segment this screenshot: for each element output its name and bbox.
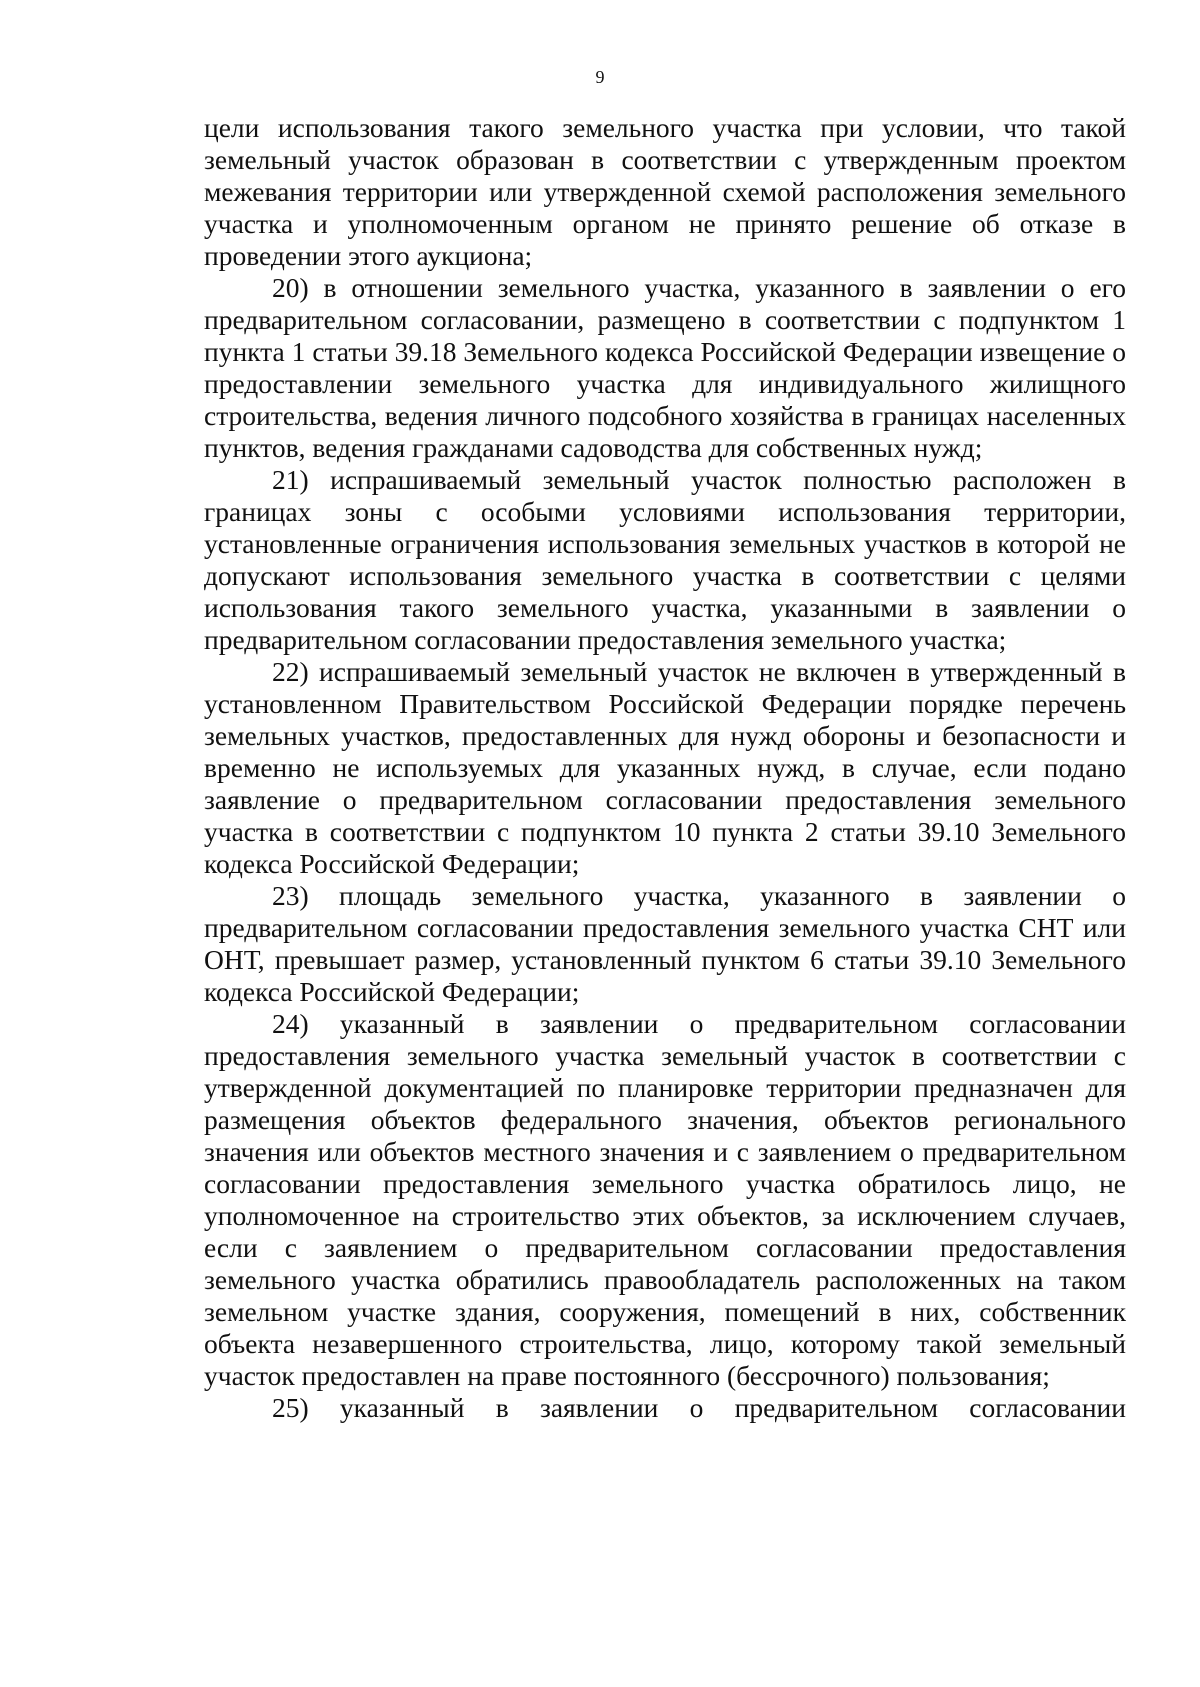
paragraph-25-start: 25) указанный в заявлении о предварительном согласовании [272, 1392, 1126, 1423]
paragraph-24: 24) указанный в заявлении о предварительном согласовании предоставления земельного участка земельный участок в соответствии с утвержденной документацией по планировке территории предназначен для размещения объектов федерального значения, объектов регионального значения или объектов местного значения и с заявлением о предварительном согласовании предоставления земельного участка обратилось лицо, не уполномоченное на строительство этих объектов, за исключением случаев, если с заявлением о предварительном согласовании предоставления земельного участка обратились правообладатель расположенных на таком земельном участке здания, сооружения, помещений в них, собственник объекта незавершенного строительства, лицо, которому такой земельный участок предоставлен на праве постоянного (бессрочного) пользования; [204, 1008, 1126, 1391]
paragraph-20: 20) в отношении земельного участка, указанного в заявлении о его предварительном согласовании, размещено в соответствии с подпунктом 1 пункта 1 статьи 39.18 Земельного кодекса Российской Федерации извещение о предоставлении земельного участка для индивидуального жилищного строительства, ведения личного подсобного хозяйства в границах населенных пунктов, ведения гражданами садоводства для собственных нужд; [204, 272, 1126, 463]
page-number: 9 [595, 67, 605, 87]
paragraph-23: 23) площадь земельного участка, указанного в заявлении о предварительном согласовании предоставления земельного участка СНТ или ОНТ, превышает размер, установленный пунктом 6 статьи 39.10 Земельного кодекса Российской Федерации; [204, 880, 1126, 1007]
paragraph-21: 21) испрашиваемый земельный участок полностью расположен в границах зоны с особыми условиями использования территории, установленные ограничения использования земельных участков в которой не допускают использования земельного участка в соответствии с целями использования такого земельного участка, указанными в заявлении о предварительном согласовании предоставления земельного участка; [204, 464, 1126, 655]
paragraph-22: 22) испрашиваемый земельный участок не включен в утвержденный в установленном Правительством Российской Федерации порядке перечень земельных участков, предоставленных для нужд обороны и безопасности и временно не используемых для указанных нужд, в случае, если подано заявление о предварительном согласовании предоставления земельного участка в соответствии с подпунктом 10 пункта 2 статьи 39.10 Земельного кодекса Российской Федерации; [204, 656, 1126, 879]
paragraph-19-continuation: цели использования такого земельного участка при условии, что такой земельный участок образован в соответствии с утвержденным проектом межевания территории или утвержденной схемой расположения земельного участка и уполномоченным органом не принято решение об отказе в проведении этого аукциона; [204, 112, 1126, 271]
document-body [204, 112, 1126, 1424]
